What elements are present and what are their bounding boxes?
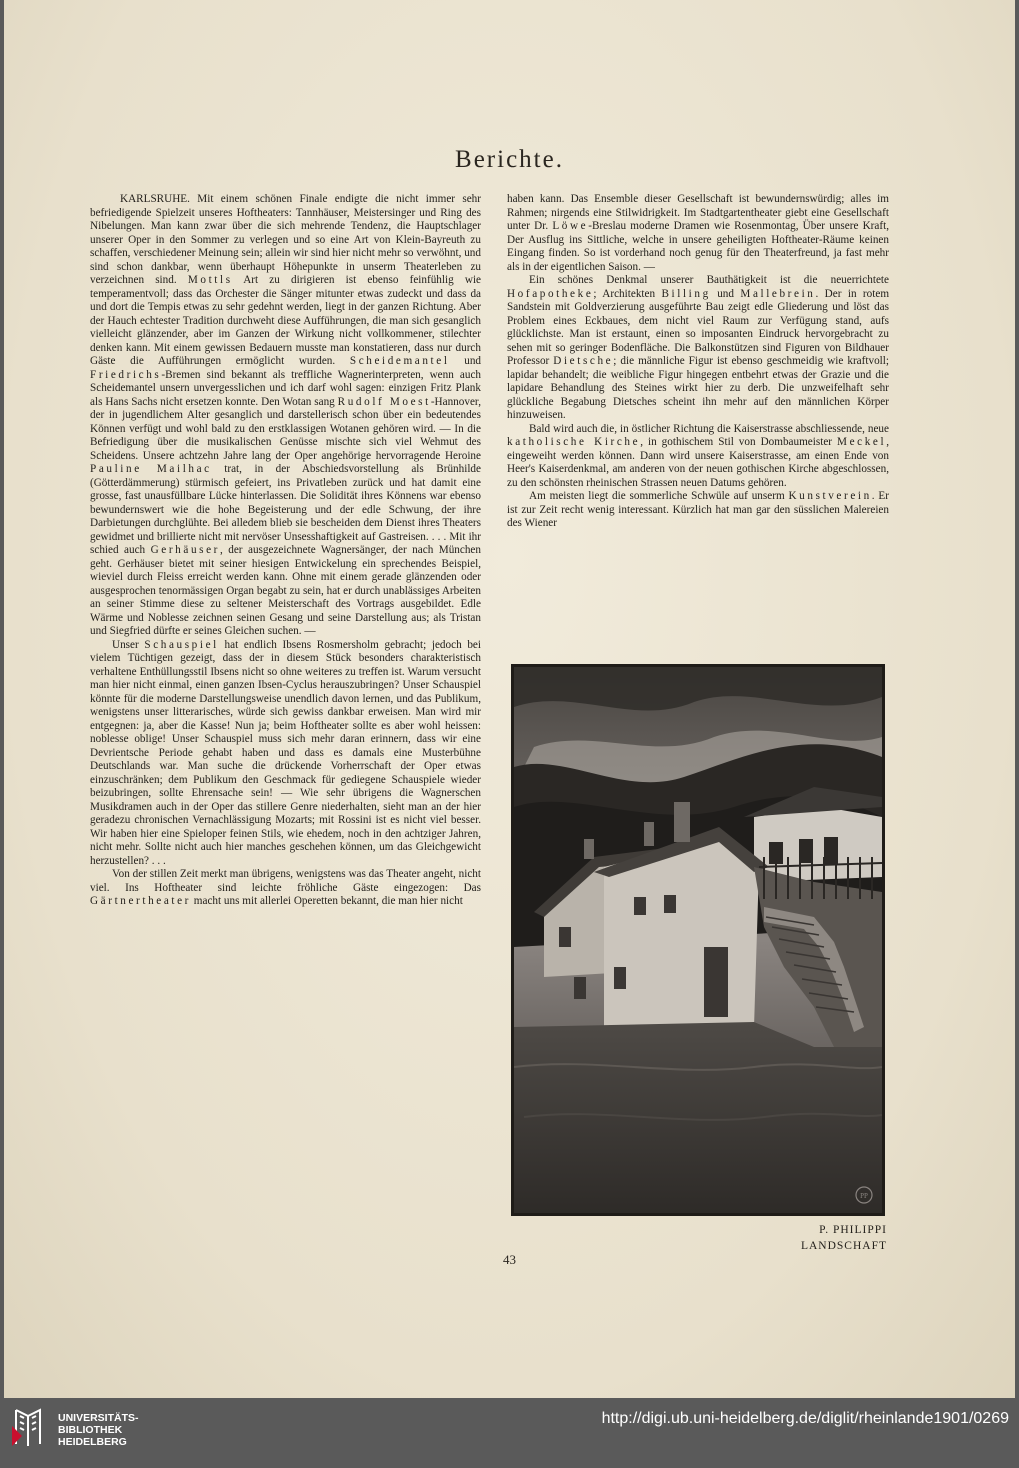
paragraph-stille-zeit xyxy=(90,868,481,909)
text-run: trat, in der Abschiedsvorstellung als Brünhilde (Götterdämmerung) stürmisch gefeiert, ins Privatleben zurück und hat damit eine grosse, fast unausfüllbare Lücke hinterlassen. Die Solidität ihres Könnens war ebenso bewundernswert wie die hohe Begeisterung und der edle Schwung, der ihre Darbietungen durchglühte. Bei alledem blieb sie bescheiden dem Dienst ihres Theaters gewidmet und brillierte nicht mit nervöser Unsesshaftigkeit auf Gastreisen. . . . Mit ihr schied auch xyxy=(90,463,481,556)
page-title: Berichte. xyxy=(455,146,564,173)
scanned-page xyxy=(4,0,1015,1398)
text-run: Ein schönes Denkmal unserer Bauthätigkeit ist die neuerrichtete xyxy=(529,274,889,286)
paragraph-hofapotheke xyxy=(507,274,889,423)
painter-monogram: PP xyxy=(860,1192,868,1200)
text-run: . Er ist zur Zeit recht wenig interessant. Kürzlich hat man gar den süsslichen Malereien des Wiener xyxy=(507,490,889,529)
spaced-name: Schauspiel xyxy=(144,638,219,651)
paragraph-kunstverein xyxy=(507,490,889,531)
spaced-name: Hofapotheke xyxy=(507,287,594,300)
library-name[interactable] xyxy=(58,1412,139,1448)
text-run: und xyxy=(464,355,481,367)
text-run: , der ausgezeichnete Wagnersänger, der nach München geht. Gerhäuser bietet mit seiner hiesigen Entwickelung ein sprechendes Beispiel, wieviel durch Fleiss erreicht werden kann. Ohne mit einem gerade glänzenden oder ausgesprochen tenormässigen Organ begabt zu sein, hat er durch unablässiges Arbeiten an seiner Stimme diese zu seltener Meisterschaft des Vortrags ausgebildet. Edle Wärme und Noblesse zeichnen seinen Gesang und seine Darstellung aus; als Tristan und Siegfried dürfte er seines Gleichen suchen. — xyxy=(90,544,481,637)
text-run: Von der stillen Zeit merkt man übrigens, wenigstens was das Theater angeht, nicht viel. Ins Hoftheater sind leichte fröhliche Gäste eingezogen: Das xyxy=(90,868,481,894)
spaced-name: Billing xyxy=(661,287,711,300)
text-run: ; Architekten xyxy=(593,287,656,300)
left-column xyxy=(90,193,481,909)
paragraph-ensemble xyxy=(507,193,889,274)
landscape-painting xyxy=(514,667,882,1213)
library-name-line-1: UNIVERSITÄTS- xyxy=(58,1412,139,1424)
library-name-line-2: BIBLIOTHEK xyxy=(58,1424,123,1436)
spaced-name: Löwe xyxy=(552,220,589,232)
spaced-name: Rudolf Moest xyxy=(337,395,431,408)
text-run: macht uns mit allerlei Operetten bekannt, die man hier nicht xyxy=(193,895,463,907)
text-run: , eingeweiht werden können. Dann wird unsere Kaiserstrasse, am einen Ende von Heer's Kaiserdenkmal, am anderen von der neuen gothischen Kirche abgeschlossen, zu den schönsten rheinischen Strassen neuen Datums gehören. xyxy=(507,436,889,489)
spaced-name: Gerhäuser xyxy=(150,544,220,556)
spaced-name: Scheidemantel xyxy=(349,355,450,367)
spaced-name: Kunstverein xyxy=(788,490,872,502)
text-run: -Bremen sind bekannt als treffliche Wagnerinterpreten, wenn auch Scheidemantel unsern unvergesslichen und ich darf wohl sagen: einzigen Fritz Plank als Hans Sachs nicht ersetzen konnte. Den Wotan sang xyxy=(90,368,481,408)
text-run: Bald wird auch die, in östlicher Richtung die Kaiserstrasse abschliessende, neue xyxy=(529,422,889,435)
spaced-name: Meckel xyxy=(837,436,887,448)
spaced-name: katholische Kirche xyxy=(507,436,641,448)
text-run: . Der in rotem Sandstein mit Goldverzierung ausgeführte Bau zeigt edle Gliederung und löst das Problem eines Eckbaues, dem nicht viel Raum zur Verfügung stand, aufs glücklichste. Man ist erstaunt, einen so imposanten Eindruck hervorgebracht zu sehen mit so geringer Bodenfläche. Die Balkonstützen sind Figuren von Bildhauer Professor xyxy=(507,287,890,367)
text-run: und xyxy=(717,287,734,300)
spaced-name: Pauline Mailhac xyxy=(90,463,212,475)
viewer-footer xyxy=(0,1398,1019,1468)
text-run: ; die männliche Figur ist ebenso geschmeidig wie kraftvoll; lapidar behandelt; die weibliche Figur hingegen entbehrt etwas der Grazie und die lapidare Behandlung des Steines wirkt hier zu derb. Die unzweifelhaft sehr glückliche Begabung Dietsches scheint ihn mehr auf den männlichen Körper hinzuweisen. xyxy=(507,355,889,421)
paragraph-kirche xyxy=(507,423,889,491)
caption-title: LANDSCHAFT xyxy=(800,1240,887,1252)
spaced-name: Mallebrein xyxy=(740,287,816,300)
right-column xyxy=(507,193,889,531)
landscape-illustration xyxy=(511,664,885,1216)
figure-caption xyxy=(704,1222,887,1254)
paragraph-schauspiel xyxy=(90,639,481,869)
permalink-url[interactable]: http://digi.ub.uni-heidelberg.de/diglit/rheinlande1901/0269 xyxy=(601,1410,1009,1427)
text-run: hat endlich Ibsens Rosmersholm gebracht; jedoch bei vielem Tüchtigen gezeigt, dass der in diesem Stück besonders charakteristisch verhaltene Enthüllungsstil Ibsens nicht so ohne weiteres zu treffen ist. Warum versucht man hier nicht einmal, einen ganzen Ibsen-Cyclus herauszubringen? Unser Schauspiel könnte für die moderne Darstellungsweise unendlich davon lernen, und das Publikum, wenigstens unser litterarisches, würde sich gewiss dankbar erweisen. Man wird mir entgegnen: ja, aber die Kasse! Nun ja; beim Hoftheater sollte es aber wohl heissen: noblesse oblige! Unser Schauspiel muss sich mehr daran erinnern, dass wir eine Devrientsche Periode gehabt haben und dass es damals eine Musterbühne Deutschlands war. Man suche die drückende Vorherrschaft der Oper etwas einzuschränken; dem Publikum den Geschmack für gediegene Schauspiele wieder beizubringen, sollte Ehrensache sein! — Wie sehr übrigens die Wagnerschen Musikdramen auch in der Oper das stillere Genre niederhalten, sieht man an der hier geradezu chronischen Vernachlässigung Mozarts; mit Rossini ist es nicht viel besser. Wir haben hier eine Spieloper feinen Stils, wie ehedem, noch in den achtziger Jahren, nicht mehr. Sollte nicht auch hier manches geschehen können, um das Gleichgewicht herzustellen? . . . xyxy=(90,638,481,867)
text-run: KARLSRUHE. Mit einem schönen Finale endigte die nicht immer sehr befriedigende Spielzeit unseres Hoftheaters: Tannhäuser, Meistersinger und Ring des Nibelungen. Man kann zwar über die sich mehrende Tendenz, die Hauptschlager unserer Oper in den Sommer zu verlegen und so eine Art von Klein-Bayreuth zu schaffen, verschiedener Meinung sein; allein wir sind hier nicht mehr so verwöhnt, und sind schon dankbar, wenn überhaupt Höhepunkte in unserm Theaterleben zu verzeichnen sind. xyxy=(90,193,481,286)
caption-artist: P. PHILIPPI xyxy=(819,1224,887,1236)
text-run: Am meisten liegt die sommerliche Schwüle auf unserm xyxy=(529,490,785,502)
library-logo-icon[interactable] xyxy=(10,1406,50,1448)
text-run: Unser xyxy=(112,638,139,651)
spaced-name: Dietsche xyxy=(553,355,614,367)
paragraph-karlsruhe-opera xyxy=(90,193,481,639)
spaced-name: Gärtnertheater xyxy=(90,895,191,907)
text-run: -Hannover, der in jugendlichem Alter gesanglich und darstellerisch schon über ein bedeutendes Können verfügt und wohl bald zu den erstklassigen Wotanen gehören wird. — In die Befriedigung über die musikalischen Genüsse mischte sich viel Wehmut des Scheidens. Unsere achtzehn Jahre lang der Oper angehörige hervorragende Heroine xyxy=(90,395,481,462)
spaced-name: Friedrichs xyxy=(90,368,162,381)
text-run: , in gothischem Stil von Dombaumeister xyxy=(640,436,833,448)
page-number: 43 xyxy=(503,1252,516,1267)
text-run: Art zu dirigieren ist ebenso feinfühlig wie temperamentvoll; dass das Orchester die Sänger mitunter etwas zudeckt und dass da und dort die Tempis etwas zu sehr gedehnt werden, liegt in der ganzen Richtung. Aber der Hauch echtester Tradition durchweht diese Aufführungen, die man sich gesanglich vielleicht glänzender, aber im Ganzen der Wirkung nicht vollkommener, stilechter denken kann. Mit einem gewissen Bedauern musste man konstatieren, dass nur durch Gäste die Aufführungen ermöglicht wurden. xyxy=(90,274,482,367)
text-run: haben kann. Das Ensemble dieser Gesellschaft ist bewundernswürdig; alles im Rahmen; nirgends eine Stilwidrigkeit. Im Stadtgartentheater giebt eine Gesellschaft unter Dr. xyxy=(507,193,889,232)
text-run: -Breslau moderne Dramen wie Rosenmontag, Über unsere Kraft, Der Ausflug ins Sittliche, welche in unsere geheiligten Hoftheater-Räume keinen Eingang finden. So ist vorderhand noch genug für den Theaterfreund, ja fast mehr als in der eigentlichen Saison. — xyxy=(507,220,889,273)
library-name-line-3: HEIDELBERG xyxy=(58,1436,127,1448)
spaced-name: Mottls xyxy=(187,274,233,286)
